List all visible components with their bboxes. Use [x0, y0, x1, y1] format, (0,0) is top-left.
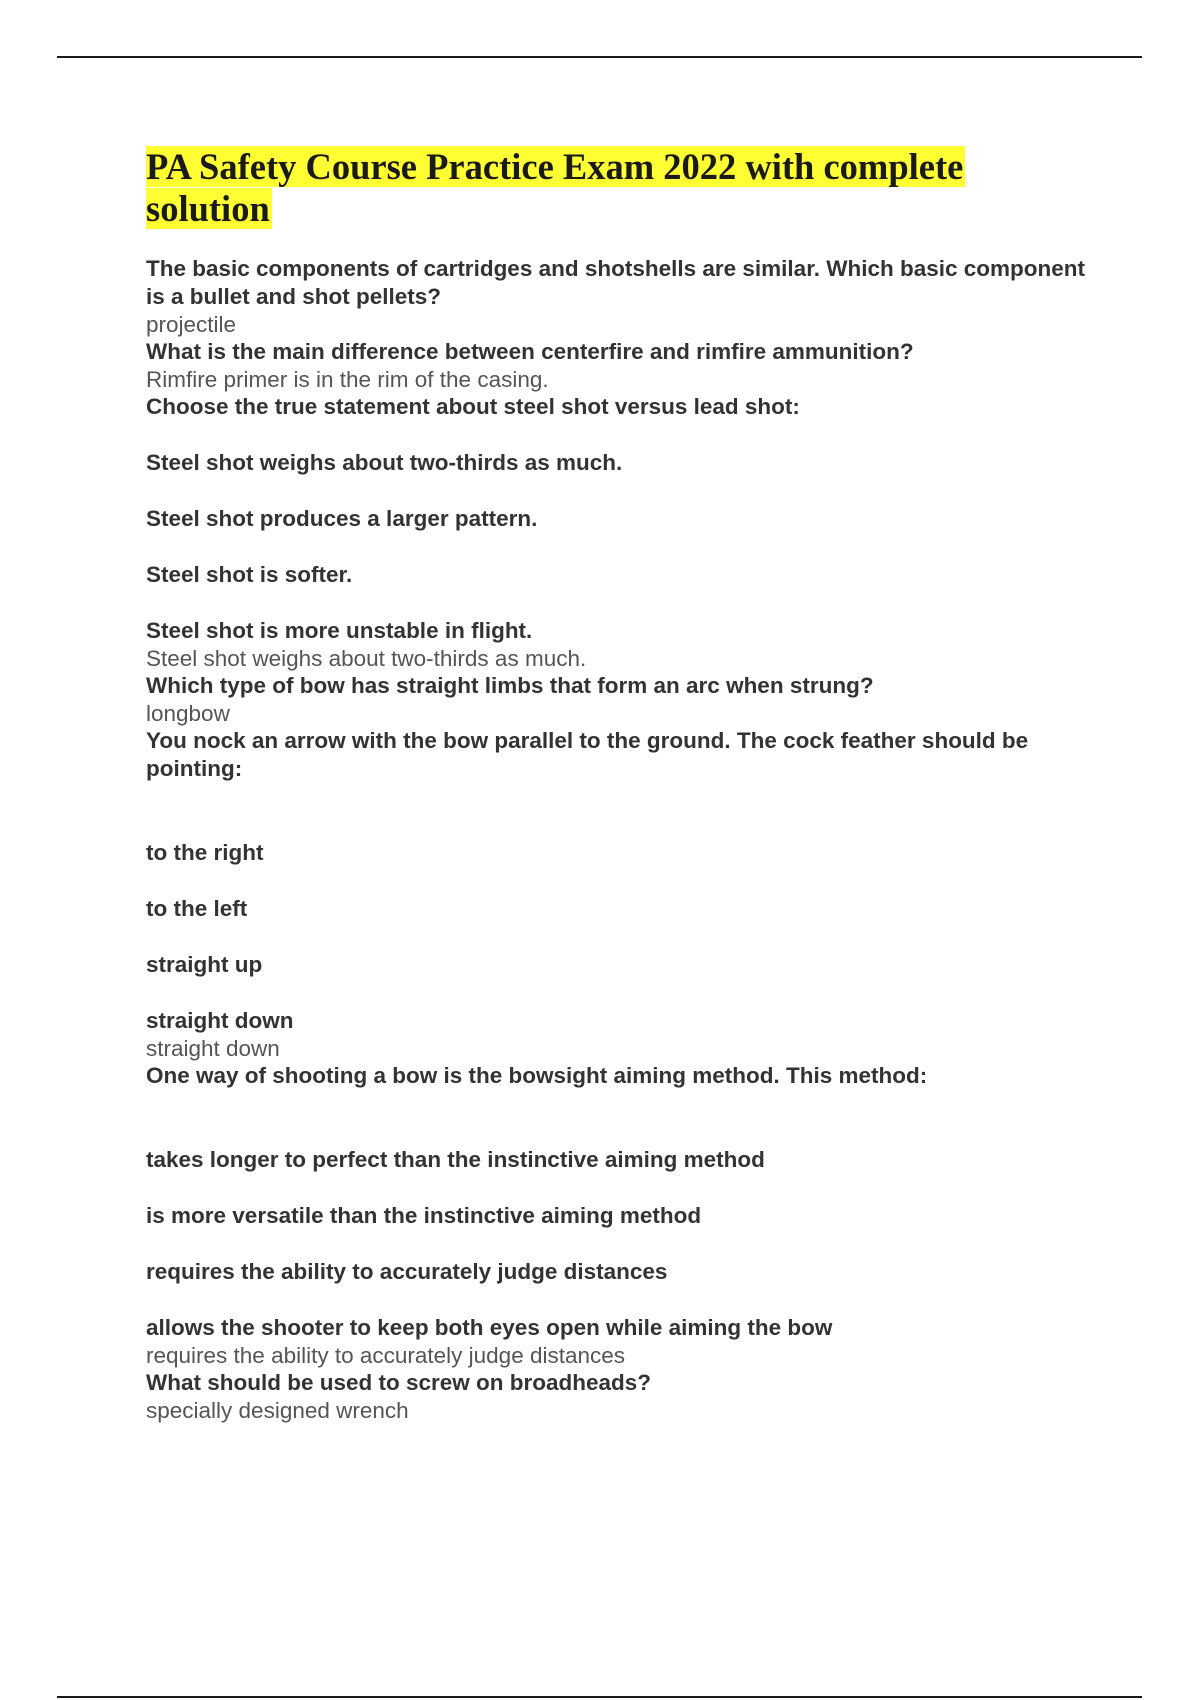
- answer-text: Rimfire primer is in the rim of the casing.: [146, 367, 549, 392]
- answer-option: straight down: [146, 1008, 294, 1033]
- answer-option: Steel shot is softer.: [146, 562, 353, 587]
- question-text: Which type of bow has straight limbs that form an arc when strung?: [146, 673, 874, 698]
- document-title: [146, 146, 1086, 230]
- title-highlight: PA Safety Course Practice Exam 2022 with complete solution: [146, 146, 964, 229]
- answer-text: projectile: [146, 312, 237, 337]
- question-text: Choose the true statement about steel shot versus lead shot:: [146, 394, 800, 419]
- answer-option: straight up: [146, 952, 263, 977]
- qa-item: [146, 338, 1086, 393]
- answer-option: to the left: [146, 896, 248, 921]
- answer-text: requires the ability to accurately judge distances: [146, 1343, 626, 1368]
- question-text: What is the main difference between centerfire and rimfire ammunition?: [146, 339, 914, 364]
- document-body: [146, 146, 1086, 1424]
- qa-item: [146, 255, 1086, 338]
- qa-item: [146, 393, 1086, 672]
- qa-item: [146, 1369, 1086, 1424]
- answer-option: Steel shot produces a larger pattern.: [146, 506, 538, 531]
- header-rule: [57, 56, 1142, 58]
- answer-option: Steel shot weighs about two-thirds as much.: [146, 450, 623, 475]
- answer-option: requires the ability to accurately judge distances: [146, 1259, 668, 1284]
- answer-option: is more versatile than the instinctive aiming method: [146, 1203, 702, 1228]
- answer-text: longbow: [146, 701, 230, 726]
- answer-text: straight down: [146, 1036, 280, 1061]
- answer-option: takes longer to perfect than the instinctive aiming method: [146, 1147, 765, 1172]
- answer-option: to the right: [146, 840, 264, 865]
- question-text: The basic components of cartridges and shotshells are similar. Which basic component is a bullet and shot pellets?: [146, 256, 1085, 309]
- qa-item: [146, 727, 1086, 1062]
- qa-item: [146, 672, 1086, 727]
- question-text: One way of shooting a bow is the bowsight aiming method. This method:: [146, 1063, 928, 1088]
- question-text: What should be used to screw on broadheads?: [146, 1370, 652, 1395]
- question-text: You nock an arrow with the bow parallel to the ground. The cock feather should be pointing:: [146, 728, 1029, 781]
- footer-rule: [57, 1696, 1142, 1698]
- answer-option: Steel shot is more unstable in flight.: [146, 618, 533, 643]
- answer-option: allows the shooter to keep both eyes open while aiming the bow: [146, 1315, 833, 1340]
- qa-item: [146, 1062, 1086, 1369]
- answer-text: specially designed wrench: [146, 1398, 409, 1423]
- answer-text: Steel shot weighs about two-thirds as much.: [146, 646, 587, 671]
